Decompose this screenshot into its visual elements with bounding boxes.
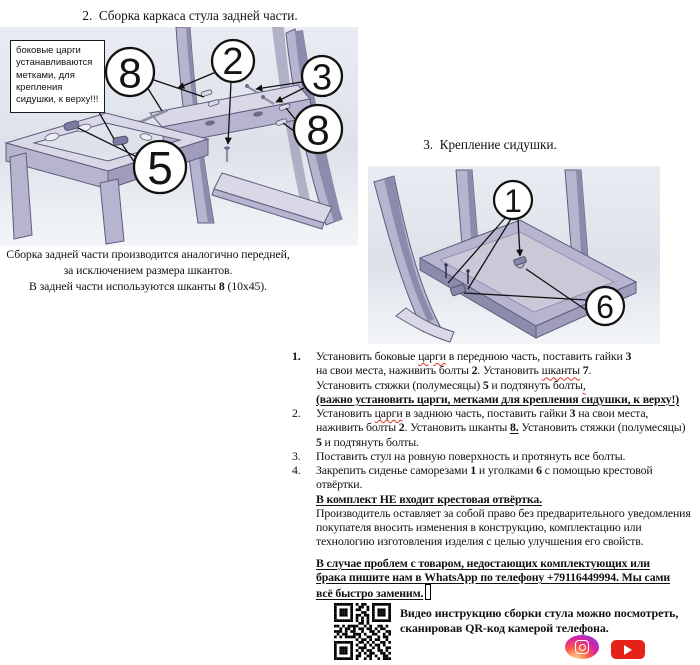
- step-3: [290, 449, 700, 463]
- section3-title: 3. Крепление сидушки.: [423, 137, 557, 152]
- assembly-steps: [290, 349, 700, 601]
- step-2: [290, 406, 700, 449]
- part-label-3: 3: [311, 56, 333, 98]
- qr-code: [334, 603, 391, 660]
- contact-whatsapp-note: В случае проблем с товаром, недостающих комплектующих или брака пишите нам в WhatsApp по телефону +79116449994. Мы сами всё быстро заменим.: [290, 556, 700, 601]
- part-label-5: 5: [147, 142, 173, 194]
- step-number: 4.: [292, 463, 301, 478]
- part-label-2: 2: [222, 41, 244, 83]
- part-label-6: 6: [596, 289, 614, 325]
- step-text: Закрепить сиденье саморезами 1 и уголками 6 с помощью крестовой отвёртки. В комплект НЕ входит крестовая отвёртка. Производитель оставляет за собой право без предварительного уведомления покупателя вносить изменения в конструкцию, комплектацию или технологию изготовления изделия с целью улучшения его свойств.: [316, 463, 691, 549]
- play-glyph: [624, 645, 632, 655]
- video-note-line2: сканировав QR-код камерой телефона.: [400, 620, 609, 635]
- video-note: [400, 606, 696, 635]
- part-label-8b: 8: [306, 106, 330, 154]
- step-1: [290, 349, 700, 406]
- step-text: Поставить стул на ровную поверхность и протянуть все болты.: [316, 448, 626, 463]
- video-note-line1: Видео инструкцию сборки стула можно посмотреть,: [400, 606, 679, 620]
- step-number: 1.: [292, 349, 301, 363]
- seat-attachment-diagram: [368, 166, 660, 344]
- callout-note: боковые царги устанавливаются метками, для крепления сидушки, к верху!!!: [10, 40, 105, 113]
- section2-title: 2. Сборка каркаса стула задней части.: [82, 8, 298, 23]
- step-text: Установить царги в заднюю часть, поставить гайки 3 на свои места, наживить болты 2. Установить шканты 8. Установить стяжки (полумесяцы) 5 и подтянуть болты.: [316, 406, 686, 449]
- camera-glyph: [575, 640, 589, 654]
- instagram-icon[interactable]: [565, 635, 599, 659]
- step-number: 2.: [292, 406, 301, 421]
- step-text: Установить боковые царги в переднюю часть, поставить гайки 3 на свои места, наживить болты 2. Установить шканты 7. Установить стяжки (полумесяцы) 5 и подтянуть болты, (важно установить царги, метками для крепления сидушки, к верху!): [316, 349, 680, 406]
- part-label-8a: 8: [118, 49, 142, 97]
- step-4: [290, 463, 700, 549]
- step-number: 3.: [292, 448, 301, 463]
- youtube-icon[interactable]: [611, 640, 645, 659]
- diagram1-caption: Сборка задней части производится аналогично передней, за исключением размера шкантов. В задней части используются шканты 8 (10x45).: [6, 247, 290, 293]
- part-label-1: 1: [504, 183, 522, 219]
